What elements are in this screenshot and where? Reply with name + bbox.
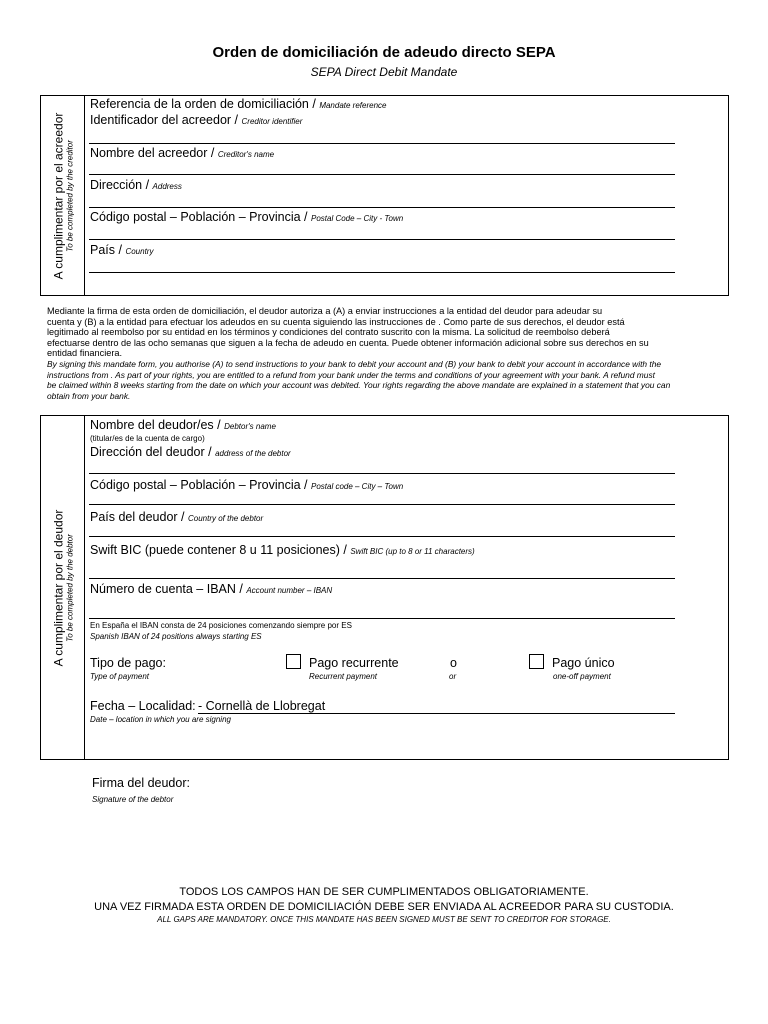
mandate-reference-label-en: Mandate reference (319, 101, 387, 110)
creditor-name-line (89, 174, 675, 175)
iban-label-en: Account number – IBAN (246, 586, 333, 595)
form-subtitle: SEPA Direct Debit Mandate (310, 65, 458, 79)
debtor-address-line (89, 473, 675, 474)
iban-note-es: En España el IBAN consta de 24 posiciones comenzando siempre por ES (90, 621, 352, 630)
creditor-country-label-en: Country (125, 247, 154, 256)
creditor-side-label-en: To be completed by the creditor (65, 139, 74, 252)
swift-bic-line (89, 578, 675, 579)
debtor-country-field[interactable] (90, 510, 263, 524)
debtor-name-label-en: Debtor's name (224, 422, 276, 431)
debtor-section (40, 415, 729, 760)
authorization-es-line: legitimado al reembolso por su entidad en los términos y condiciones del contrato suscrito con la misma. La solicitud de reembolso deberá (47, 327, 610, 338)
date-location-line (198, 713, 675, 714)
debtor-postal-label: Código postal – Población – Provincia / (90, 478, 308, 492)
creditor-section (40, 95, 729, 296)
creditor-country-line (89, 272, 675, 273)
or-label-en: or (449, 672, 457, 681)
iban-line (89, 618, 675, 619)
creditor-address-line (89, 207, 675, 208)
authorization-en-line: By signing this mandate form, you authorise (A) to send instructions to your bank to debit your account and (B) your bank to debit your account in accordance with the (47, 358, 662, 369)
date-location-value[interactable]: - Cornellà de Llobregat (198, 699, 326, 713)
debtor-postal-field[interactable] (90, 478, 403, 492)
or-label: o (450, 656, 457, 670)
recurrent-payment-label-en: Recurrent payment (309, 672, 378, 681)
debtor-name-note: (titular/es de la cuenta de cargo) (90, 434, 205, 443)
iban-label: Número de cuenta – IBAN / (90, 582, 243, 596)
debtor-country-line (89, 536, 675, 537)
creditor-address-label-en: Address (152, 182, 182, 191)
payment-type-label: Tipo de pago: (90, 656, 166, 670)
authorization-es-line: efectuarse dentro de las ocho semanas que siguen a la fecha de adeudo en cuenta. Puede obtener información adicional sobre sus derechos en su (47, 337, 649, 348)
authorization-text (47, 306, 722, 401)
creditor-address-label: Dirección / (90, 178, 150, 192)
creditor-postal-line (89, 239, 675, 240)
creditor-address-field[interactable] (90, 178, 182, 192)
debtor-address-field[interactable] (90, 445, 291, 459)
creditor-side-panel (41, 96, 85, 295)
recurrent-payment-checkbox[interactable] (286, 654, 301, 669)
date-location-label: Fecha – Localidad: (90, 699, 196, 713)
debtor-address-label: Dirección del deudor / (90, 445, 212, 459)
debtor-side-panel (41, 416, 85, 759)
mandate-reference-label: Referencia de la orden de domiciliación / (90, 97, 316, 111)
debtor-country-label: País del deudor / (90, 510, 185, 524)
iban-field[interactable] (90, 582, 332, 596)
creditor-name-label-en: Creditor's name (217, 150, 275, 159)
swift-bic-label: Swift BIC (puede contener 8 u 11 posiciones) / (90, 543, 347, 557)
mandate-reference-field[interactable] (90, 97, 386, 111)
authorization-en-line: be claimed within 8 weeks starting from the date on which your account was debited. Your rights regarding the above mandate are explained in a statement that you can (47, 380, 671, 391)
iban-note-en: Spanish IBAN of 24 positions always starting ES (90, 632, 262, 641)
swift-bic-label-en: Swift BIC (up to 8 or 11 characters) (350, 547, 475, 556)
creditor-identifier-label-en: Creditor identifier (241, 117, 303, 126)
debtor-side-label-en: To be completed by the debtor (65, 533, 74, 642)
creditor-side-label: A cumplimentar por el acreedor (51, 112, 65, 279)
creditor-postal-label-en: Postal Code – City - Town (310, 214, 404, 223)
authorization-es-line: Mediante la firma de esta orden de domiciliación, el deudor autoriza a (A) a enviar instrucciones a la entidad del deudor para adeudar su (47, 306, 603, 316)
creditor-postal-label: Código postal – Población – Provincia / (90, 210, 308, 224)
one-off-payment-checkbox[interactable] (529, 654, 544, 669)
one-off-payment-label: Pago único (552, 656, 615, 670)
creditor-postal-field[interactable] (90, 210, 403, 224)
footer-line-3: ALL GAPS ARE MANDATORY. ONCE THIS MANDATE HAS BEEN SIGNED MUST BE SENT TO CREDITOR FOR STORAGE. (157, 915, 611, 924)
authorization-en-line: obtain from your bank. (47, 390, 131, 401)
creditor-identifier-line (89, 143, 675, 144)
recurrent-payment-label: Pago recurrente (309, 656, 399, 670)
swift-bic-field[interactable] (90, 543, 475, 557)
debtor-address-label-en: address of the debtor (215, 449, 291, 458)
one-off-payment-label-en: one-off payment (553, 672, 611, 681)
debtor-side-label: A cumplimentar por el deudor (51, 509, 65, 666)
payment-type-label-en: Type of payment (90, 672, 149, 681)
debtor-postal-label-en: Postal code – City – Town (310, 482, 404, 491)
debtor-country-label-en: Country of the debtor (188, 514, 264, 523)
creditor-identifier-field[interactable] (90, 113, 302, 127)
creditor-identifier-label: Identificador del acreedor / (90, 113, 239, 127)
debtor-postal-line (89, 504, 675, 505)
authorization-es-line: entidad financiera. (47, 348, 123, 359)
authorization-text-en (47, 359, 722, 401)
creditor-name-field[interactable] (90, 146, 274, 160)
authorization-es-line: cuenta y (B) a la entidad para efectuar los adeudos en su cuenta siguiendo las instrucciones de . Como parte de sus derechos, el deudor está (47, 316, 625, 327)
debtor-name-field[interactable] (90, 418, 276, 432)
authorization-text-es (47, 306, 722, 359)
debtor-name-label: Nombre del deudor/es / (90, 418, 221, 432)
date-location-label-en: Date – location in which you are signing (90, 715, 231, 724)
creditor-country-label: País / (90, 243, 122, 257)
signature-label-en: Signature of the debtor (92, 795, 174, 804)
footer-line-2: UNA VEZ FIRMADA ESTA ORDEN DE DOMICILIACIÓN DEBE SER ENVIADA AL ACREEDOR PARA SU CUSTODIA. (94, 901, 674, 913)
form-title: Orden de domiciliación de adeudo directo SEPA (212, 44, 556, 61)
creditor-name-label: Nombre del acreedor / (90, 146, 215, 160)
creditor-country-field[interactable] (90, 243, 153, 257)
footer-line-1: TODOS LOS CAMPOS HAN DE SER CUMPLIMENTADOS OBLIGATORIAMENTE. (179, 886, 589, 898)
signature-label: Firma del deudor: (92, 776, 190, 790)
authorization-en-line: instructions from . As part of your rights, you are entitled to a refund from your bank under the terms and conditions of your agreement with your bank. A refund must (47, 369, 655, 380)
